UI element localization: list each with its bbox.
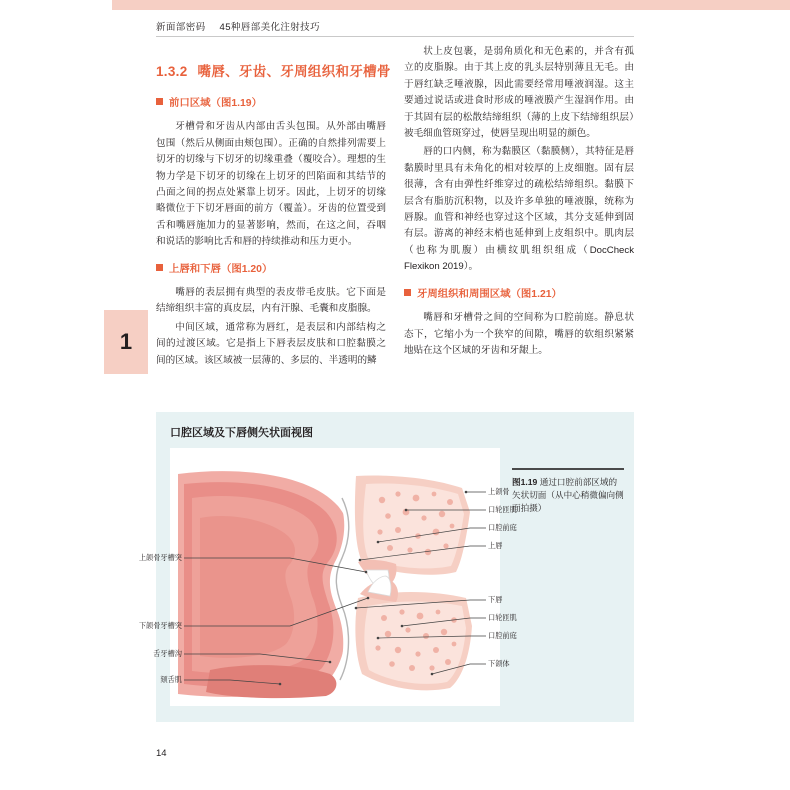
paragraph: 状上皮包裹，是弱角质化和无色素的，并含有孤立的皮脂腺。由于其上皮的乳头层特别薄且无毛。由于唇红缺乏唾液腺，因此需要经常用唾液润湿。这主要通过说话或进食时形成的唾液膜产生湿润作用。由于其固有层的松散结缔组织（薄的上皮下结缔组织层）被毛细血管斑穿过，使唇呈现出明显的颜色。 [404, 46, 634, 140]
bullet-square-icon [404, 289, 411, 296]
label-maxilla: 上颌骨 [488, 487, 510, 496]
figure-caption-label: 图1.19 [512, 477, 538, 487]
label-mandibular-alveolar-process: 下颌骨牙槽突 [138, 621, 182, 630]
label-orbicularis-oris-upper: 口轮匝肌 [488, 505, 517, 514]
header-rule [156, 36, 634, 37]
subheading-label: 前口区域（图1.19） [169, 98, 262, 109]
section-heading [156, 60, 391, 80]
bullet-square-icon [156, 264, 163, 271]
paragraph: 嘴唇和牙槽骨之间的空间称为口腔前庭。静息状态下，它缩小为一个狭窄的间隙，嘴唇的软组织紧紧地贴在这个区域的牙齿和牙龈上。 [404, 312, 634, 356]
right-block-2 [404, 287, 634, 360]
label-lower-lip: 下唇 [488, 595, 503, 604]
figure-panel-title: 口腔区域及下唇侧矢状面视图 [170, 427, 313, 439]
subheading-upper-lower-lip [156, 262, 386, 278]
figure-panel [138, 412, 634, 722]
section-number: 1.3.2 [156, 64, 188, 79]
chapter-tab: 1 [104, 310, 148, 374]
running-head-subtitle: 45种唇部美化注射技巧 [219, 22, 320, 33]
label-orbicularis-oris-lower: 口轮匝肌 [488, 613, 517, 622]
left-margin [0, 0, 112, 790]
paragraph: 牙槽骨和牙齿从内部由舌头包围。从外部由嘴唇包围（然后从侧面由颊包围）。正确的自然排列需要上切牙的切缘与下切牙的切缘重叠（覆咬合）。理想的生物力学是下切牙的切缘在上切牙的凹陷面和其结节的凸面之间的拐点处紧靠上切牙。因此，上切牙的切缘略微位于下切牙唇面的前方（覆盖）。牙齿的位置受到舌和嘴唇施加力的显著影响，然而，在这之间，吞咽和说话的影响比舌和唇的持续推动和压力更小。 [156, 121, 386, 248]
label-oral-vestibule-lower: 口腔前庭 [488, 631, 517, 640]
page-number: 14 [156, 748, 167, 759]
top-color-band [112, 0, 790, 10]
paragraph: 唇的口内侧，称为黏膜区（黏膜侧），其特征是唇黏膜时里具有未角化的相对较厚的上皮细胞。固有层很薄，含有由弹性纤维穿过的疏松结缔组织。黏膜下层含有脂肪沉积物，以及许多单独的唾液腺，统称为唇腺。血管和神经也穿过这个区域，其分支延伸到固有层。游离的神经末梢也延伸到上皮组织中。肌肉层（也称为肌腹）由横纹肌组织组成（DocCheck Flexikon 2019）。 [404, 146, 634, 273]
label-oral-vestibule-upper: 口腔前庭 [488, 523, 517, 532]
figure-caption-text: 通过口腔前部区域的矢状切面（从中心稍微偏向侧面拍摄） [512, 477, 624, 513]
paragraph: 中间区域，通常称为唇红，是表层和内部结构之间的过渡区域。它是指上下唇表层皮肤和口腔黏膜之间的区域。该区域被一层薄的、多层的、半透明的鳞 [156, 321, 386, 366]
left-block-1 [156, 96, 386, 251]
label-maxillary-alveolar-process: 上颌骨牙槽突 [138, 553, 182, 562]
right-block-1 [404, 44, 634, 276]
right-column [404, 44, 634, 359]
label-mandible-body: 下颌体 [488, 659, 510, 668]
figure-image [138, 448, 517, 706]
subheading-anterior-oral-region [156, 96, 386, 112]
label-lingual-alveolar-sulcus: 舌牙槽沟 [153, 649, 182, 658]
section-title: 嘴唇、牙齿、牙周组织和牙槽骨 [197, 64, 391, 79]
label-upper-lip: 上唇 [488, 541, 503, 550]
running-head [156, 19, 320, 33]
figure-caption [512, 476, 624, 515]
left-column [156, 96, 386, 369]
subheading-periodontium [404, 287, 634, 303]
subheading-label: 牙周组织和周围区域（图1.21） [417, 288, 562, 300]
paragraph: 嘴唇的表层拥有典型的表皮带毛皮肤。它下面是结缔组织丰富的真皮层，内有汗腺、毛囊和皮脂腺。 [156, 287, 386, 315]
bullet-square-icon [156, 98, 163, 105]
left-block-2 [156, 262, 386, 369]
caption-rule [512, 468, 624, 470]
subheading-label: 上唇和下唇（图1.20） [169, 263, 273, 275]
label-genioglossus: 颏舌肌 [160, 675, 182, 684]
running-head-book-title: 新面部密码 [156, 22, 206, 33]
